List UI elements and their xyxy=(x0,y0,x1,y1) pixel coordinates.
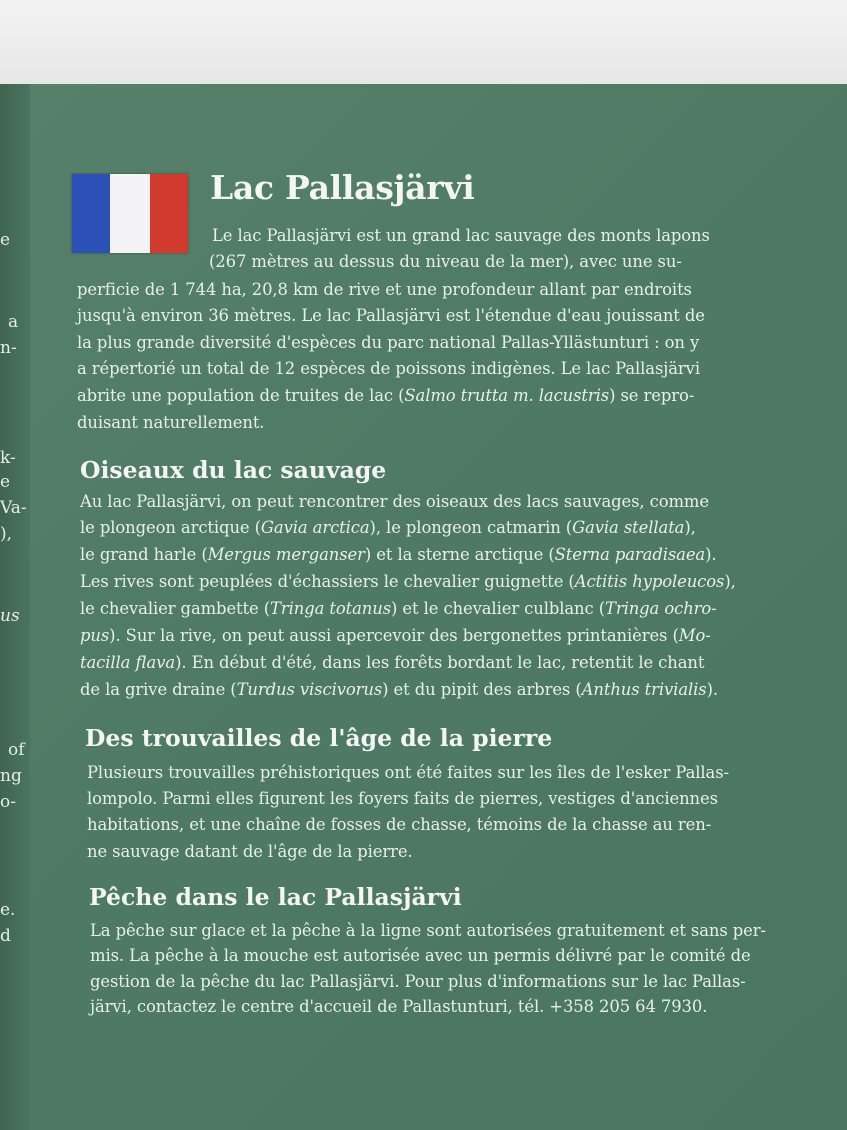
fringe-text: of xyxy=(8,740,25,760)
fringe-text: k- xyxy=(0,448,16,468)
fringe-text: n- xyxy=(0,338,17,358)
fringe-text: e xyxy=(0,472,11,492)
paragraph-line: ne sauvage datant de l'âge de la pierre. xyxy=(87,842,413,861)
flag-blue-band xyxy=(72,174,110,253)
paragraph-line: abrite une population de truites de lac (Salmo trutta m. lacustris) se repro- xyxy=(77,386,695,405)
paragraph-line: lompolo. Parmi elles figurent les foyers faits de pierres, vestiges d'anciennes xyxy=(87,789,718,808)
fringe-text: ), xyxy=(0,524,13,544)
paragraph-line: jusqu'à environ 36 mètres. Le lac Pallasjärvi est l'étendue d'eau jouissant de xyxy=(77,306,705,325)
fringe-text: a xyxy=(8,312,19,332)
fringe-text: ng xyxy=(0,766,22,786)
paragraph-line: de la grive draine (Turdus viscivorus) et du pipit des arbres (Anthus trivialis). xyxy=(80,680,718,699)
section-heading: Oiseaux du lac sauvage xyxy=(80,456,387,484)
paragraph-line: (267 mètres au dessus du niveau de la mer), avec une su- xyxy=(209,252,682,271)
paragraph-line: järvi, contactez le centre d'accueil de Pallastunturi, tél. +358 205 64 7930. xyxy=(90,997,708,1016)
paragraph-line: tacilla flava). En début d'été, dans les forêts bordant le lac, retentit le chant xyxy=(80,653,705,672)
paragraph-line: le plongeon arctique (Gavia arctica), le plongeon catmarin (Gavia stellata), xyxy=(80,518,696,537)
paragraph-line: pus). Sur la rive, on peut aussi apercevoir des bergonettes printanières (Mo- xyxy=(80,626,711,645)
paragraph-line: duisant naturellement. xyxy=(77,413,265,432)
paragraph-line: mis. La pêche à la mouche est autorisée avec un permis délivré par le comité de xyxy=(90,946,751,965)
fringe-text: o- xyxy=(0,792,16,812)
page-title: Lac Pallasjärvi xyxy=(210,168,475,207)
paragraph-line: Au lac Pallasjärvi, on peut rencontrer des oiseaux des lacs sauvages, comme xyxy=(80,492,709,511)
paragraph-line: habitations, et une chaîne de fosses de chasse, témoins de la chasse au ren- xyxy=(87,815,712,834)
adjacent-panel-edge xyxy=(0,84,30,1130)
paragraph-line: Plusieurs trouvailles préhistoriques ont été faites sur les îles de l'esker Pallas- xyxy=(87,763,729,782)
fringe-text: e. xyxy=(0,900,16,920)
fringe-text: e xyxy=(0,230,11,250)
background-strip xyxy=(0,0,847,86)
paragraph-line: gestion de la pêche du lac Pallasjärvi. Pour plus d'informations sur le lac Pallas- xyxy=(90,972,746,991)
paragraph-line: le grand harle (Mergus merganser) et la sterne arctique (Sterna paradisaea). xyxy=(80,545,717,564)
paragraph-line: a répertorié un total de 12 espèces de poissons indigènes. Le lac Pallasjärvi xyxy=(77,359,700,378)
fringe-text: Va- xyxy=(0,498,27,518)
paragraph-line: La pêche sur glace et la pêche à la ligne sont autorisées gratuitement et sans per- xyxy=(90,921,766,940)
paragraph-line: Les rives sont peuplées d'échassiers le chevalier guignette (Actitis hypoleucos), xyxy=(80,572,736,591)
paragraph-line: le chevalier gambette (Tringa totanus) et le chevalier culblanc (Tringa ochro- xyxy=(80,599,717,618)
paragraph-line: Le lac Pallasjärvi est un grand lac sauvage des monts lapons xyxy=(212,226,710,245)
section-heading: Des trouvailles de l'âge de la pierre xyxy=(85,724,553,752)
fringe-text: d xyxy=(0,926,11,946)
paragraph-line: perficie de 1 744 ha, 20,8 km de rive et une profondeur allant par endroits xyxy=(77,280,692,299)
fringe-text: us xyxy=(0,606,20,626)
section-heading: Pêche dans le lac Pallasjärvi xyxy=(89,883,462,911)
french-flag-icon xyxy=(72,174,188,253)
flag-white-band xyxy=(110,174,150,253)
flag-red-band xyxy=(150,174,188,253)
paragraph-line: la plus grande diversité d'espèces du parc national Pallas-Yllästunturi : on y xyxy=(77,333,700,352)
